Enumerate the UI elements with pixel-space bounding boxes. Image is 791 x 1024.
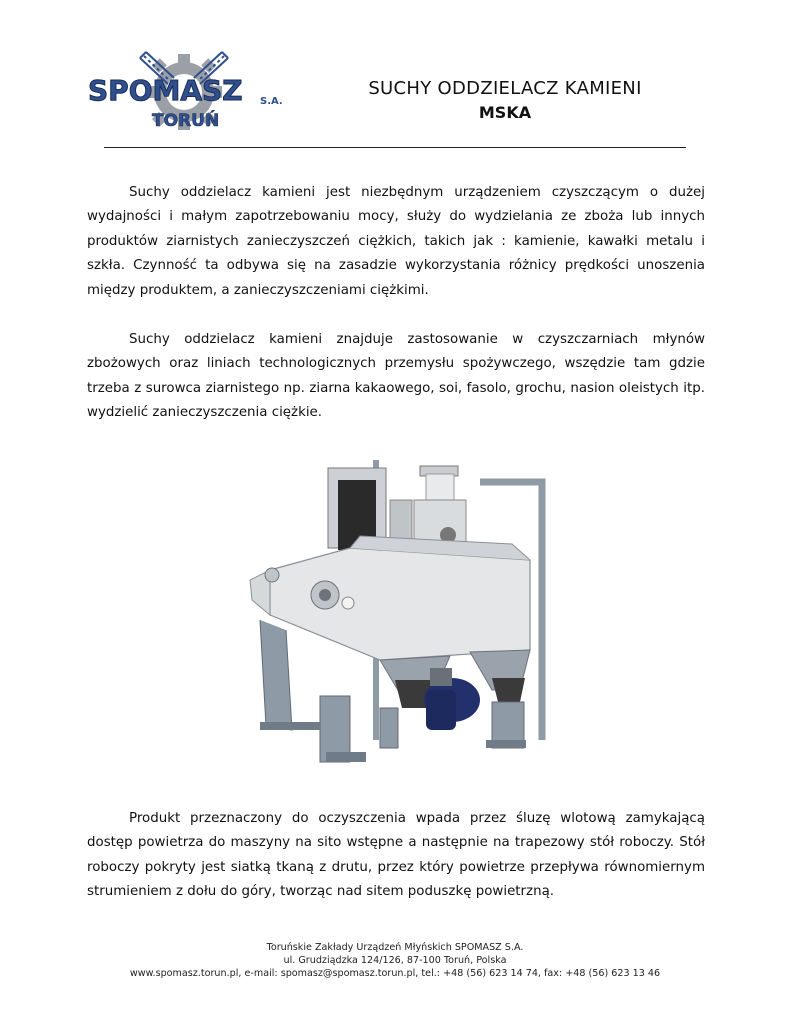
paragraph-operation: Produkt przeznaczony do oczyszczenia wpada przez śluzę wlotową zamykającą dostęp powietrza do maszyny na sito wstępne a następnie na trapezowy stół roboczy. Stół roboczy pokryty jest siatką tkaną z drutu, przez który powietrze przepływa równomiernym strumieniem z dołu do góry, tworząc nad sitem poduszkę powietrzną.: [87, 811, 705, 900]
footer-company: Toruńskie Zakłady Urządzeń Młyńskich SPOMASZ S.A.: [266, 942, 524, 953]
stone-separator-illustration: [230, 440, 560, 770]
footer-contact: www.spomasz.torun.pl, e-mail: spomasz@spomasz.torun.pl, tel.: +48 (56) 623 14 74, fax: +48 (56) 623 13 46: [129, 968, 661, 979]
company-logo: [84, 44, 284, 140]
header-divider: [104, 147, 686, 148]
page-footer: [90, 941, 700, 980]
model-name: MSKA: [478, 103, 532, 122]
motor-graphic: [424, 668, 480, 730]
footer-address: ul. Grudziądzka 124/126, 87-100 Toruń, Polska: [283, 955, 507, 966]
page-title: SUCHY ODDZIELACZ KAMIENI: [368, 78, 642, 99]
logo-city-text: TORUŃ: [152, 111, 220, 131]
paragraph-application: Suchy oddzielacz kamieni znajduje zastosowanie w czyszczarniach młynów zbożowych oraz liniach technologicznych przemysłu spożywczego, wszędzie tam gdzie trzeba z surowca ziarnistego np. ziarna kakaowego, soi, fasolo, grochu, nasion oleistych itp. wydzielić zanieczyszczenia ciężkie.: [87, 332, 705, 421]
logo-suffix-text: S.A.: [260, 96, 283, 107]
machine-photo: [230, 440, 560, 770]
paragraph-intro: Suchy oddzielacz kamieni jest niezbędnym urządzeniem czyszczącym o dużej wydajności i małym zapotrzebowaniu mocy, służy do wydzielania ze zboża lub innych produktów ziarnistych zanieczyszczeń ciężkich, takich jak : kamienie, kawałki metalu i szkła. Czynność ta odbywa się na zasadzie wykorzystania różnicy prędkości unoszenia między produktem, a zanieczyszczeniami ciężkimi.: [87, 185, 705, 298]
document-title: [300, 78, 710, 122]
logo-brand-text: SPOMASZ: [88, 74, 243, 107]
spomasz-logo-graphic: [84, 44, 284, 140]
